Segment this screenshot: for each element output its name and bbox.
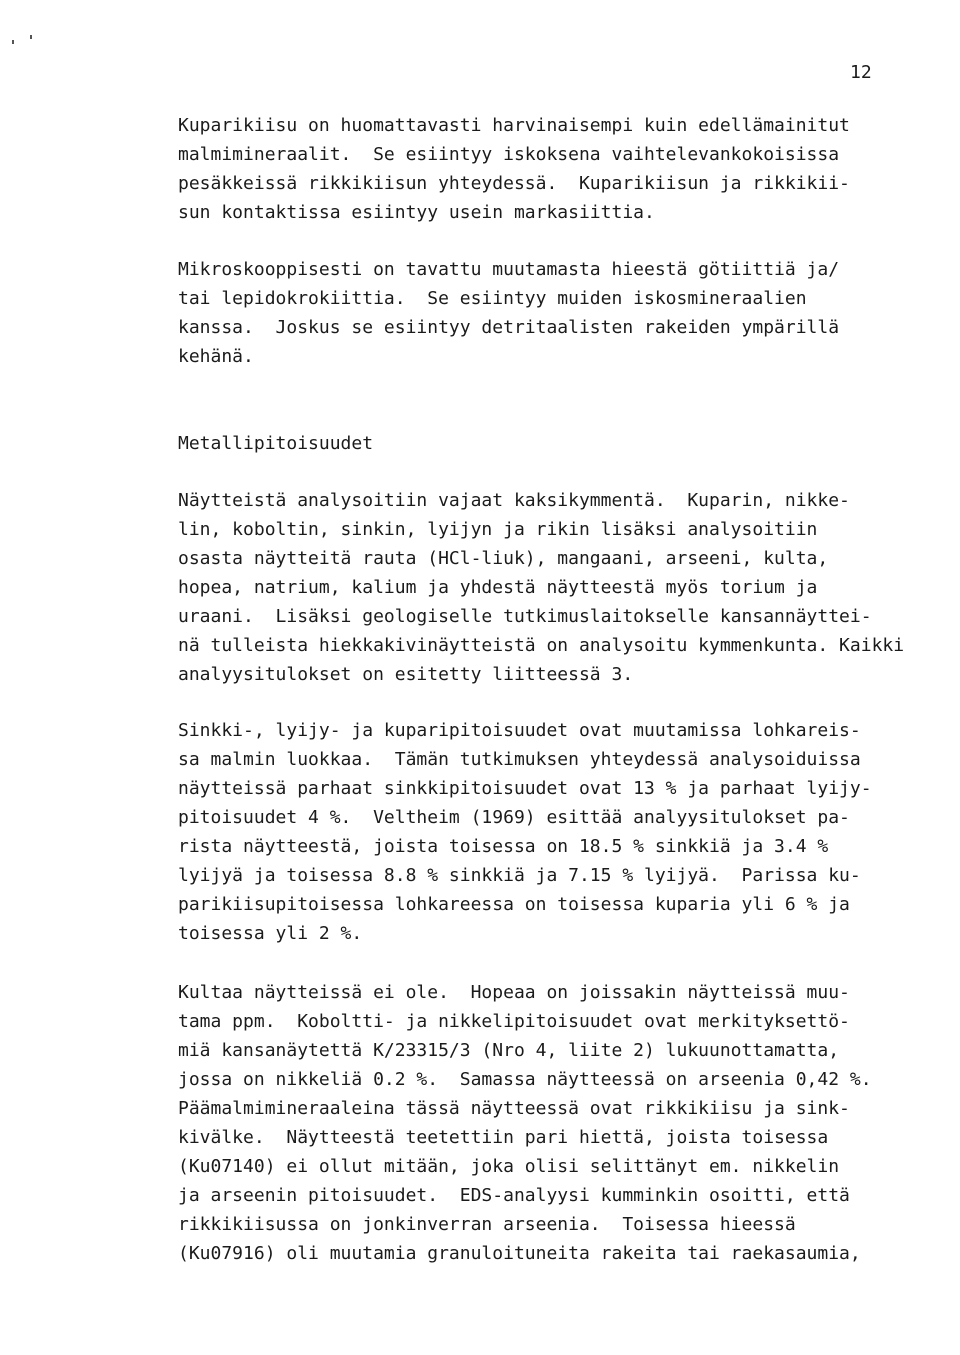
paragraph-line: osasta näytteitä rauta (HCl-liuk), mangaani, arseeni, kulta, [178, 548, 829, 569]
paragraph-line: Sinkki-, lyijy- ja kuparipitoisuudet ovat muutamissa lohkareis- [178, 720, 861, 741]
paragraph-line: kivälke. Näytteestä teetettiin pari hiettä, joista toisessa [178, 1127, 829, 1148]
paragraph-line: sun kontaktissa esiintyy usein markasiittia. [178, 202, 655, 223]
paragraph-line: jossa on nikkeliä 0.2 %. Samassa näytteessä on arseenia 0,42 %. [178, 1069, 872, 1090]
paragraph-line: Päämalmimineraaleina tässä näytteessä ovat rikkikiisu ja sink- [178, 1098, 850, 1119]
paragraph-line: hopea, natrium, kalium ja yhdestä näytteestä myös torium ja [178, 577, 818, 598]
paragraph-line: tai lepidokrokiittia. Se esiintyy muiden iskosmineraalien [178, 288, 807, 309]
section-heading: Metallipitoisuudet [178, 433, 374, 454]
paragraph-line: lyijyä ja toisessa 8.8 % sinkkiä ja 7.15 % lyijyä. Parissa ku- [178, 865, 861, 886]
paragraph-line: toisessa yli 2 %. [178, 923, 363, 944]
paragraph-line: (Ku07916) oli muutamia granuloituneita rakeita tai raekasaumia, [178, 1243, 861, 1264]
paragraph-line: Näytteistä analysoitiin vajaat kaksikymmentä. Kuparin, nikke- [178, 490, 850, 511]
scan-speck [30, 35, 32, 39]
paragraph-line: kanssa. Joskus se esiintyy detritaalisten rakeiden ympärillä [178, 317, 840, 338]
paragraph-line: uraani. Lisäksi geologiselle tutkimuslaitokselle kansannäyttei- [178, 606, 872, 627]
paragraph-line: kehänä. [178, 346, 254, 367]
paragraph-line: rikkikiisussa on jonkinverran arseenia. Toisessa hieessä [178, 1214, 796, 1235]
paragraph-naytteista [178, 486, 904, 689]
paragraph-line: Kuparikiisu on huomattavasti harvinaisempi kuin edellämainitut [178, 115, 850, 136]
section-heading-metallipitoisuudet [178, 429, 373, 458]
paragraph-kuparikiisu [178, 111, 850, 227]
paragraph-line: Mikroskooppisesti on tavattu muutamasta hieestä götiittiä ja/ [178, 259, 840, 280]
scan-speck [12, 40, 14, 44]
paragraph-line: analyysitulokset on esitetty liitteessä 3. [178, 664, 634, 685]
paragraph-line: lin, koboltin, sinkin, lyijyn ja rikin lisäksi analysoitiin [178, 519, 818, 540]
paragraph-sinkki-lyijy-kupari [178, 716, 872, 948]
page-number: 12 [850, 62, 872, 83]
paragraph-line: sa malmin luokkaa. Tämän tutkimuksen yhteydessä analysoiduissa [178, 749, 861, 770]
paragraph-line: malmimineraalit. Se esiintyy iskoksena vaihtelevankokoisissa [178, 144, 840, 165]
paragraph-line: pesäkkeissä rikkikiisun yhteydessä. Kuparikiisun ja rikkikii- [178, 173, 850, 194]
paragraph-line: miä kansanäytettä K/23315/3 (Nro 4, liite 2) lukuunottamatta, [178, 1040, 840, 1061]
paragraph-line: nä tulleista hiekkakivinäytteistä on analysoitu kymmenkunta. Kaikki [178, 635, 905, 656]
paragraph-line: rista näytteestä, joista toisessa on 18.5 % sinkkiä ja 3.4 % [178, 836, 829, 857]
paragraph-line: pitoisuudet 4 %. Veltheim (1969) esittää analyysitulokset pa- [178, 807, 850, 828]
paragraph-line: parikiisupitoisessa lohkareessa on toisessa kuparia yli 6 % ja [178, 894, 850, 915]
paragraph-line: ja arseenin pitoisuudet. EDS-analyysi kumminkin osoitti, että [178, 1185, 850, 1206]
paragraph-line: tama ppm. Koboltti- ja nikkelipitoisuudet ovat merkityksettö- [178, 1011, 850, 1032]
paragraph-line: (Ku07140) ei ollut mitään, joka olisi selittänyt em. nikkelin [178, 1156, 840, 1177]
paragraph-kultaa [178, 978, 872, 1268]
paragraph-line: näytteissä parhaat sinkkipitoisuudet ovat 13 % ja parhaat lyijy- [178, 778, 872, 799]
paragraph-line: Kultaa näytteissä ei ole. Hopeaa on joissakin näytteissä muu- [178, 982, 850, 1003]
paragraph-mikroskooppisesti [178, 255, 839, 371]
